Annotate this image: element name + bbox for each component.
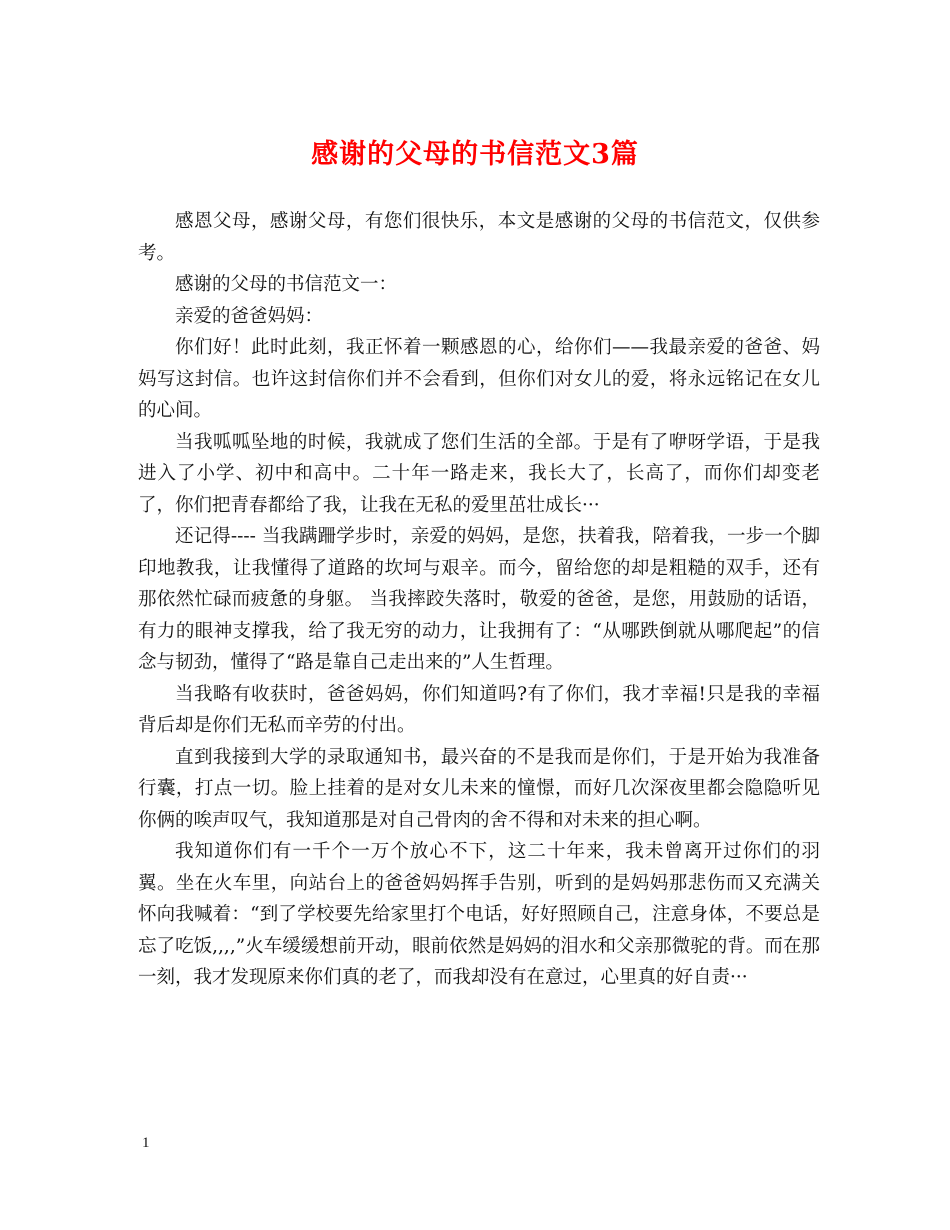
paragraph: 你们好！此时此刻，我正怀着一颗感恩的心，给你们——我最亲爱的爸爸、妈妈写这封信。也许这封信你们并不会看到，但你们对女儿的爱，将永远铭记在女儿的心间。 xyxy=(138,337,820,421)
document-body xyxy=(138,206,820,994)
page-number: 1 xyxy=(142,1135,150,1151)
document-title: 感谢的父母的书信范文3篇 xyxy=(311,139,639,170)
paragraph-salutation: 亲爱的爸爸妈妈： xyxy=(175,305,324,327)
paragraph: 当我呱呱坠地的时候，我就成了您们生活的全部。于是有了咿呀学语，于是我进入了小学、初中和高中。二十年一路走来，我长大了，长高了，而你们却变老了，你们把青春都给了我，让我在无私的爱里茁壮成长··· xyxy=(138,431,820,516)
paragraph: 直到我接到大学的录取通知书，最兴奋的不是我而是你们，于是开始为我准备行囊，打点一切。脸上挂着的是对女儿未来的憧憬，而好几次深夜里都会隐隐听见你俩的唉声叹气，我知道那是对自己骨肉的舍不得和对未来的担心啊。 xyxy=(138,746,820,831)
paragraph: 还记得---- 当我蹒跚学步时，亲爱的妈妈，是您，扶着我，陪着我，一步一个脚印地教我，让我懂得了道路的坎坷与艰辛。而今，留给您的却是粗糙的双手，还有那依然忙碌而疲惫的身躯。 当我摔跤失落时，敬爱的爸爸，是您，用鼓励的话语，有力的眼神支撑我，给了我无穷的动力，让我拥有了：“从哪跌倒就从哪爬起”的信念与韧劲，懂得了“路是靠自己走出来的”人生哲理。 xyxy=(138,526,820,673)
paragraph-intro: 感恩父母，感谢父母，有您们很快乐，本文是感谢的父母的书信范文，仅供参考。 xyxy=(138,211,820,264)
paragraph-section-heading: 感谢的父母的书信范文一： xyxy=(175,274,398,295)
paragraph: 我知道你们有一千个一万个放心不下，这二十年来，我未曾离开过你们的羽翼。坐在火车里，向站台上的爸爸妈妈挥手告别，听到的是妈妈那悲伤而又充满关怀向我喊着：“到了学校要先给家里打个电话，好好照顾自己，注意身体，不要总是忘了吃饭,,,,”火车缓缓想前开动，眼前依然是妈妈的泪水和父亲那微驼的背。而在那一刻，我才发现原来你们真的老了，而我却没有在意过，心里真的好自责··· xyxy=(138,841,820,988)
paragraph: 当我略有收获时，爸爸妈妈，你们知道吗?有了你们，我才幸福!只是我的幸福背后却是你们无私而辛劳的付出。 xyxy=(138,683,820,736)
